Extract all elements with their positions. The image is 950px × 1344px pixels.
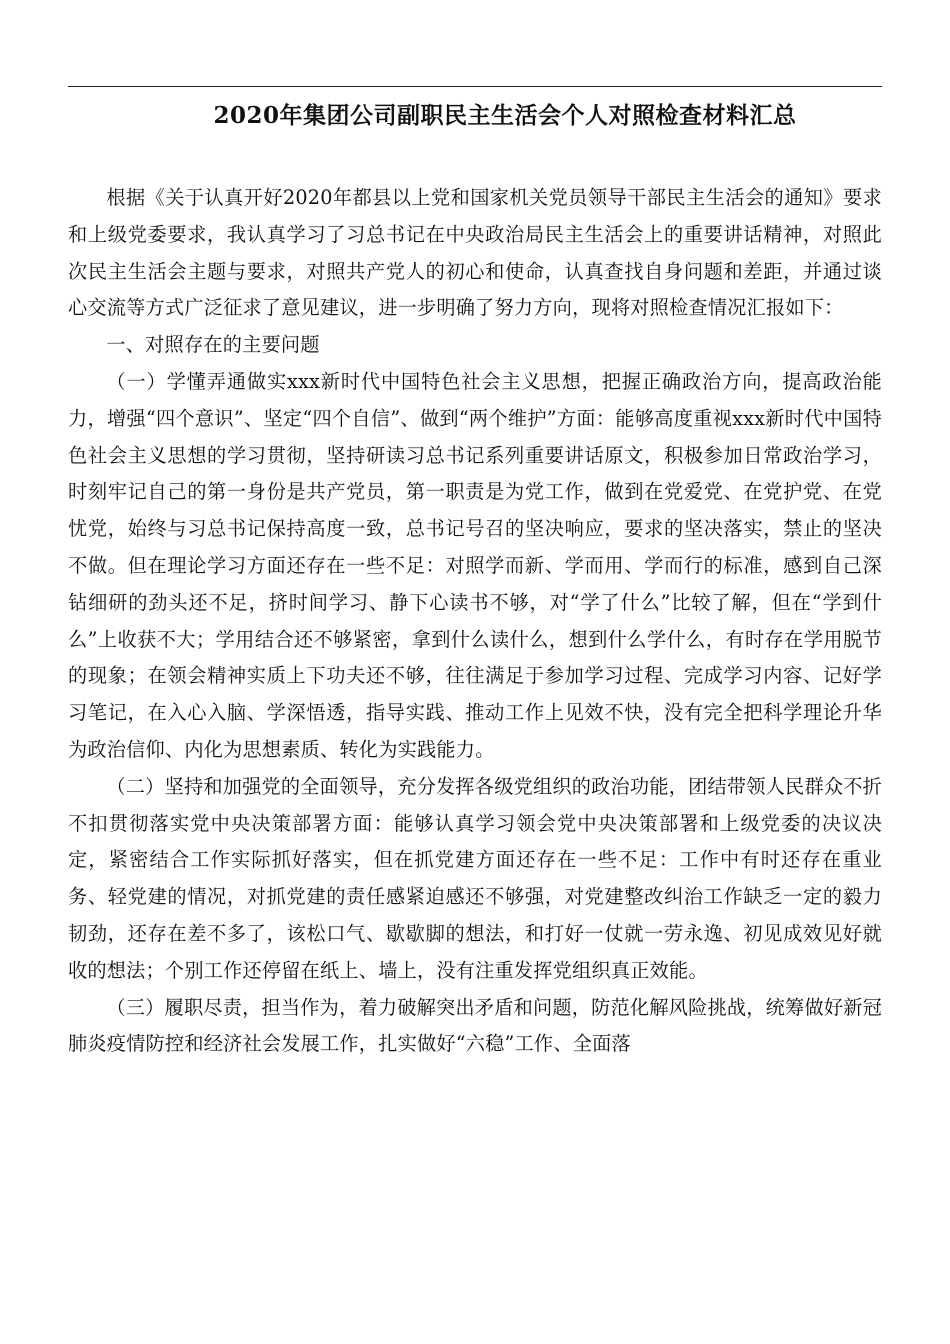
intro-paragraph: 根据《关于认真开好2020年都县以上党和国家机关党员领导干部民主生活会的通知》要求和上级党委要求，我认真学习了习总书记在中央政治局民主生活会上的重要讲话精神，对照此次民主生活会主题与要求，对照共产党人的初心和使命，认真查找自身问题和差距，并通过谈心交流等方式广泛征求了意见建议，进一步明确了努力方向，现将对照检查情况汇报如下： [68, 186, 882, 320]
section-heading: 一、对照存在的主要问题 [106, 333, 320, 357]
section-2-paragraph: （二）坚持和加强党的全面领导，充分发挥各级党组织的政治功能，团结带领人民群众不折不扣贯彻落实党中央决策部署方面：能够认真学习领会党中央决策部署和上级党委的决议决定，紧密结合工作实际抓好落实，但在抓党建方面还存在一些不足：工作中有时还存在重业务、轻党建的情况，对抓党建的责任感紧迫感还不够强，对党建整改纠治工作缺乏一定的毅力韧劲，还存在差不多了，该松口气、歇歇脚的想法，和打好一仗就一劳永逸、初见成效见好就收的想法；个别工作还停留在纸上、墙上，没有注重发挥党组织真正效能。 [68, 774, 882, 982]
header-rule [68, 86, 882, 87]
section-3-paragraph: （三）履职尽责，担当作为，着力破解突出矛盾和问题，防范化解风险挑战，统筹做好新冠肺炎疫情防控和经济社会发展工作，扎实做好“六稳”工作、全面落 [68, 995, 882, 1056]
section-1-paragraph: （一）学懂弄通做实xxx新时代中国特色社会主义思想，把握正确政治方向，提高政治能力，增强“四个意识”、坚定“四个自信”、做到“两个维护”方面：能够高度重视xxx新时代中国特色社会主义思想的学习贯彻，坚持研读习总书记系列重要讲话原文，积极参加日常政治学习，时刻牢记自己的第一身份是共产党员，第一职责是为党工作，做到在党爱党、在党护党、在党忧党，始终与习总书记保持高度一致，总书记号召的坚决响应，要求的坚决落实，禁止的坚决不做。但在理论学习方面还存在一些不足：对照学而新、学而用、学而行的标准，感到自己深钻细研的劲头还不足，挤时间学习、静下心读书不够，对“学了什么”比较了解，但在“学到什么”上收获不大；学用结合还不够紧密，拿到什么读什么，想到什么学什么，有时存在学用脱节的现象；在领会精神实质上下功夫还不够，往往满足于参加学习过程、完成学习内容、记好学习笔记，在入心入脑、学深悟透，指导实践、推动工作上见效不快，没有完全把科学理论升华为政治信仰、内化为思想素质、转化为实践能力。 [68, 369, 882, 761]
document-title: 2020年集团公司副职民主生活会个人对照检查材料汇总 [213, 102, 797, 129]
document-body [68, 180, 882, 1063]
document-page [68, 0, 882, 1344]
